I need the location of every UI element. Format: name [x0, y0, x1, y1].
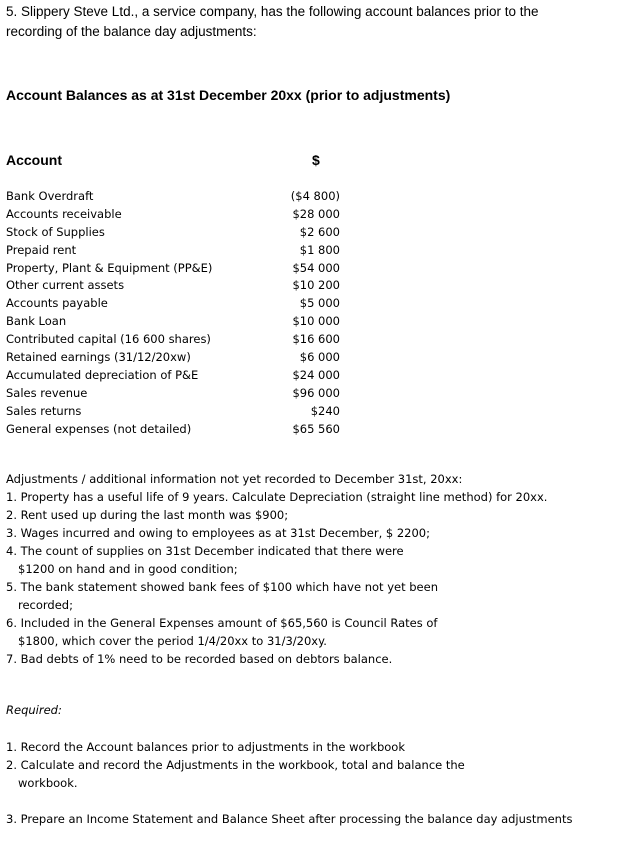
account-name: Stock of Supplies: [6, 224, 105, 239]
table-row: [6, 187, 340, 205]
account-amount: $54 000: [292, 260, 340, 275]
table-row: [6, 259, 340, 277]
table-row: [6, 384, 340, 402]
balances-heading: Account Balances as at 31st December 20xx (prior to adjustments): [6, 87, 451, 103]
table-row: [6, 366, 340, 384]
account-name: Property, Plant & Equipment (PP&E): [6, 260, 213, 275]
required-item-2-cont: workbook.: [18, 776, 78, 790]
amount-column-header: $: [312, 152, 320, 168]
spacer: [6, 792, 611, 810]
account-name: Contributed capital (16 600 shares): [6, 332, 211, 347]
account-name: Accumulated depreciation of P&E: [6, 367, 199, 382]
account-amount: ($4 800): [290, 188, 340, 203]
table-row: [6, 223, 340, 241]
adjustment-item-2: 2. Rent used up during the last month was $900;: [6, 508, 289, 522]
table-row: [6, 205, 340, 223]
adjustments-intro: Adjustments / additional information not yet recorded to December 31st, 20xx:: [6, 472, 463, 486]
table-row: [6, 294, 340, 312]
account-amount: $96 000: [292, 385, 340, 400]
adjustment-item-6: 6. Included in the General Expenses amount of $65,560 is Council Rates of: [6, 616, 438, 630]
adjustment-item-6-cont: $1800, which cover the period 1/4/20xx to 31/3/20xy.: [18, 634, 327, 648]
adjustment-item-5-cont: recorded;: [18, 598, 73, 612]
required-item-2: 2. Calculate and record the Adjustments in the workbook, total and balance the: [6, 758, 465, 772]
required-title: Required:: [6, 703, 62, 717]
adjustment-item-4: 4. The count of supplies on 31st December indicated that there were: [6, 544, 404, 558]
account-amount: $1 800: [299, 242, 340, 257]
account-amount: $10 200: [292, 278, 340, 293]
account-amount: $240: [310, 403, 340, 418]
intro-line-1: 5. Slippery Steve Ltd., a service company, has the following account balances prior to the: [6, 4, 539, 19]
required-item-3: 3. Prepare an Income Statement and Balance Sheet after processing the balance day adjustments: [6, 812, 573, 826]
account-amount: $6 000: [299, 349, 340, 364]
adjustment-item-5: 5. The bank statement showed bank fees of $100 which have not yet been: [6, 580, 438, 594]
intro-paragraph: [6, 2, 606, 42]
account-amount: $10 000: [292, 314, 340, 329]
account-name: Retained earnings (31/12/20xw): [6, 349, 191, 364]
account-amount: $2 600: [299, 224, 340, 239]
table-row: [6, 348, 340, 366]
table-row: [6, 402, 340, 420]
table-row: [6, 330, 340, 348]
account-name: Prepaid rent: [6, 242, 77, 257]
account-name: Sales revenue: [6, 385, 88, 400]
account-amount: $24 000: [292, 367, 340, 382]
table-row: [6, 312, 340, 330]
account-name: Other current assets: [6, 278, 125, 293]
account-amount: $5 000: [299, 296, 340, 311]
account-name: Accounts receivable: [6, 206, 122, 221]
adjustment-item-7: 7. Bad debts of 1% need to be recorded based on debtors balance.: [6, 652, 393, 666]
account-name: Bank Loan: [6, 314, 67, 329]
account-name: Accounts payable: [6, 296, 108, 311]
account-name: Bank Overdraft: [6, 188, 94, 203]
account-amount: $16 600: [292, 332, 340, 347]
intro-line-2: recording of the balance day adjustments:: [6, 24, 257, 39]
table-row: [6, 276, 340, 294]
account-name: Sales returns: [6, 403, 82, 418]
table-row: [6, 241, 340, 259]
account-amount: $28 000: [292, 206, 340, 221]
required-item-1: 1. Record the Account balances prior to adjustments in the workbook: [6, 740, 405, 754]
account-name: General expenses (not detailed): [6, 421, 192, 436]
table-row: [6, 420, 340, 438]
adjustment-item-4-cont: $1200 on hand and in good condition;: [18, 562, 238, 576]
adjustments-section: [6, 470, 606, 668]
required-section: [6, 738, 611, 828]
account-amount: $65 560: [292, 421, 340, 436]
account-balances-table: [6, 187, 340, 437]
account-column-header: Account: [6, 152, 62, 168]
adjustment-item-1: 1. Property has a useful life of 9 years. Calculate Depreciation (straight line method) for 20xx.: [6, 490, 548, 504]
adjustment-item-3: 3. Wages incurred and owing to employees as at 31st December, $ 2200;: [6, 526, 430, 540]
